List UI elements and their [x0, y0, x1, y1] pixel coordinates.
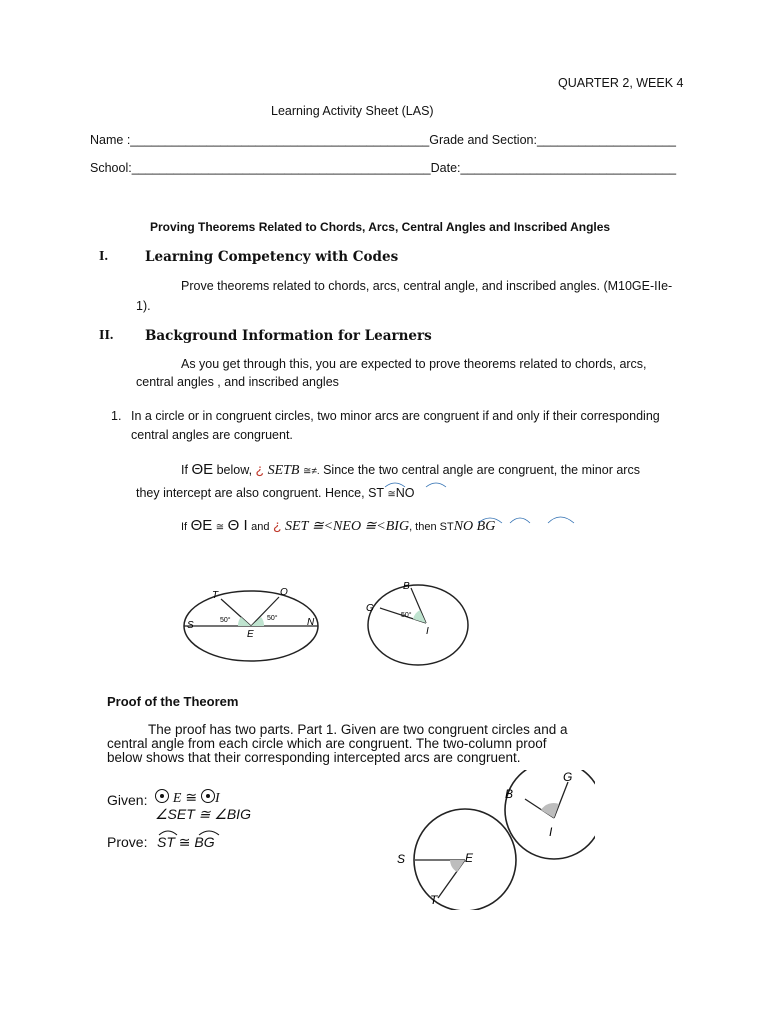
arc-mark-prove-bg [199, 831, 219, 835]
label-n: N [307, 617, 315, 628]
example-2-inv-question: ¿ [273, 517, 282, 533]
section-2-text-line2: central angles , and inscribed angles [136, 375, 339, 389]
example-2-big: ≅<BIG [364, 519, 410, 534]
proof-label-b: B [505, 787, 514, 801]
proof-radius-ig [554, 782, 568, 818]
example-1-line2 [136, 486, 414, 500]
example-1-line1 [181, 461, 640, 479]
grade-label: Grade and Section: [429, 133, 537, 147]
example-1-symbol: ≅≠. [302, 466, 320, 477]
school-label: School: [90, 161, 132, 175]
example-1-if: If [181, 463, 188, 477]
date-blank: _______________________________ [460, 161, 677, 175]
section-2-number: II. [99, 328, 114, 343]
proof-label-t: T [430, 893, 438, 907]
section-1-number: I. [99, 249, 108, 264]
example-2-if: If [181, 521, 188, 533]
proof-para-line2: central angle from each circle which are congruent. The two-column proof [107, 736, 547, 751]
label-angle-1: 50° [220, 617, 231, 624]
arc-mark-st [385, 483, 405, 487]
circle-i [368, 585, 468, 665]
angle-mark-neo [251, 617, 264, 626]
grade-blank: ____________________ [536, 133, 676, 147]
example-2-and: and [251, 521, 270, 533]
figure-proof-circles [395, 770, 595, 910]
school-blank: ___________________________________________ [131, 161, 431, 175]
given-circles [155, 789, 220, 807]
label-g: G [366, 603, 374, 614]
figure-congruent-circles [180, 578, 500, 688]
proof-label-i: I [549, 825, 553, 839]
theorem-number: 1. [111, 409, 122, 423]
example-1-no: NO [395, 486, 415, 500]
proof-angle-set [450, 860, 465, 872]
label-s: S [187, 620, 194, 631]
prove-cong: ≅ [178, 834, 191, 850]
name-blank: ___________________________________________ [130, 133, 430, 147]
example-2-circle-i: Θ I [227, 517, 248, 534]
arc-mark-prove-st [159, 831, 177, 835]
school-row [90, 161, 676, 175]
label-e: E [247, 629, 254, 640]
example-2-circle-e: ΘE [190, 517, 213, 534]
example-2-bg: BG [476, 519, 496, 534]
proof-heading: Proof of the Theorem [107, 694, 239, 709]
label-angle-2: 50° [267, 615, 278, 622]
section-1-heading: Learning Competency with Codes [145, 249, 399, 265]
section-1-text-line1: Prove theorems related to chords, arcs, central angle, and inscribed angles. (M10GE-IIe- [181, 279, 673, 293]
angle-mark-set [238, 617, 251, 626]
circled-dot-icon [201, 789, 215, 803]
given-label: Given: [107, 792, 148, 808]
example-1-arc-marks [380, 478, 460, 490]
example-1-cong: ≅ [387, 489, 396, 500]
example-2-then: , then ST [409, 521, 454, 533]
proof-label-e: E [465, 851, 474, 865]
given-cong: ≅ [185, 789, 198, 805]
example-2-arc-marks [470, 511, 620, 525]
example-1-inv-question: ¿ [255, 461, 265, 477]
sheet-title: Learning Activity Sheet (LAS) [271, 104, 434, 118]
prove-bg: BG [194, 834, 215, 850]
proof-para-line1: The proof has two parts. Part 1. Given are two congruent circles and a [148, 722, 568, 737]
example-1-rest: Since the two central angle are congruent, the minor arcs [319, 463, 640, 477]
given-i: I [214, 791, 220, 806]
arc-mark-no [426, 483, 446, 487]
example-1-below: below, [216, 463, 253, 477]
example-1-line2-text: they intercept are also congruent. Hence, ST [136, 486, 384, 500]
prove-st: ST [157, 834, 175, 850]
theorem-line1: In a circle or in congruent circles, two minor arcs are congruent if and only if their corresponding [131, 409, 660, 423]
label-t: T [212, 590, 219, 601]
circled-dot-icon [155, 789, 169, 803]
example-2-no: NO [453, 519, 474, 534]
section-2-heading: Background Information for Learners [145, 328, 432, 344]
arc-mark-extra [548, 517, 574, 523]
arc-mark-no-2 [478, 518, 502, 523]
label-angle-3: 50° [401, 612, 412, 619]
example-2-cong: ≅ [215, 522, 225, 533]
section-2-text-line1: As you get through this, you are expected to prove theorems related to chords, arcs, [181, 357, 647, 371]
example-1-expr: SETB [267, 463, 300, 478]
label-b: B [403, 581, 410, 592]
example-2-neo: ≅<NEO [311, 519, 362, 534]
example-2-line [181, 517, 495, 535]
name-label: Name : [90, 133, 131, 147]
proof-para-line3: below shows that their corresponding intercepted arcs are congruent. [107, 750, 521, 765]
example-2-set: SET [285, 519, 309, 534]
prove-label: Prove: [107, 834, 148, 850]
prove-arc-marks [157, 827, 237, 837]
date-label: Date: [430, 161, 461, 175]
proof-label-s: S [397, 852, 406, 866]
document-title: Proving Theorems Related to Chords, Arcs, Central Angles and Inscribed Angles [150, 220, 611, 234]
proof-label-g: G [563, 770, 573, 784]
given-e: E [172, 791, 182, 806]
quarter-label: QUARTER 2, WEEK 4 [558, 76, 684, 90]
arc-mark-bg-2 [510, 518, 530, 523]
section-1-text-line2: 1). [136, 299, 151, 313]
label-i: I [426, 626, 429, 637]
given-angles: ∠SET ≅ ∠BIG [155, 806, 251, 822]
name-row [90, 133, 676, 147]
label-o: O [280, 587, 288, 598]
example-1-circle: ΘE [191, 461, 214, 478]
theorem-line2: central angles are congruent. [131, 428, 293, 442]
